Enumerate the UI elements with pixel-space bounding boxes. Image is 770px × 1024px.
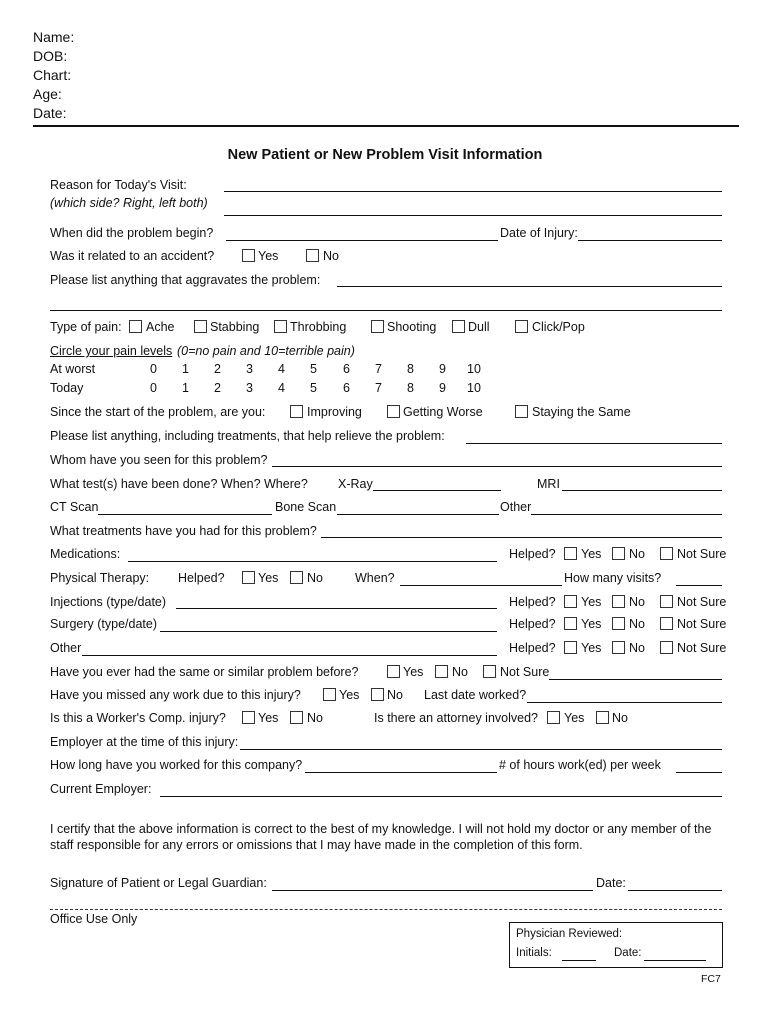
pain-dull-checkbox[interactable]	[452, 320, 465, 333]
pain-dull-label: Dull	[468, 320, 490, 334]
pain-ache-checkbox[interactable]	[129, 320, 142, 333]
other-helped-label: Helped?	[509, 641, 556, 655]
problem-begin-field[interactable]	[226, 240, 498, 241]
pain-ache-label: Ache	[146, 320, 175, 334]
aggravates-label: Please list anything that aggravates the problem:	[50, 273, 321, 287]
same-problem-no-label: No	[452, 665, 468, 679]
hours-label: # of hours work(ed) per week	[499, 758, 661, 772]
other-notsure-label: Not Sure	[677, 641, 727, 655]
attorney-no-checkbox[interactable]	[596, 711, 609, 724]
relieve-label: Please list anything, including treatments, that help relieve the problem:	[50, 429, 445, 443]
today-value-6[interactable]: 6	[343, 381, 350, 395]
surgery-field[interactable]	[160, 631, 497, 632]
date-injury-label: Date of Injury:	[500, 226, 578, 240]
today-value-9[interactable]: 9	[439, 381, 446, 395]
dob-label: DOB:	[33, 48, 68, 64]
pt-when-field[interactable]	[400, 585, 562, 586]
pt-visits-label: How many visits?	[564, 571, 662, 585]
tests-other-label: Other	[500, 500, 532, 514]
today-value-2[interactable]: 2	[214, 381, 221, 395]
pt-helped-label: Helped?	[178, 571, 225, 585]
surgery-yes-checkbox[interactable]	[564, 617, 577, 630]
accident-label: Was it related to an accident?	[50, 249, 215, 263]
workers-comp-yes-label: Yes	[258, 711, 279, 725]
at-worst-value-6[interactable]: 6	[343, 362, 350, 376]
medications-helped-label: Helped?	[509, 547, 556, 561]
surgery-no-checkbox[interactable]	[612, 617, 625, 630]
accident-yes-checkbox[interactable]	[242, 249, 255, 262]
bone-scan-label: Bone Scan	[275, 500, 337, 514]
pt-when-label: When?	[355, 571, 395, 585]
pain-shooting-label: Shooting	[387, 320, 437, 334]
other-yes-label: Yes	[581, 641, 602, 655]
initials-field[interactable]	[562, 960, 596, 961]
ct-scan-label: CT Scan	[50, 500, 99, 514]
mri-field[interactable]	[562, 490, 722, 491]
attorney-label: Is there an attorney involved?	[374, 711, 538, 725]
missed-work-yes-checkbox[interactable]	[323, 688, 336, 701]
other-yes-checkbox[interactable]	[564, 641, 577, 654]
at-worst-value-3[interactable]: 3	[246, 362, 253, 376]
date-injury-field[interactable]	[578, 240, 722, 241]
office-date-label: Date:	[614, 947, 642, 959]
signature-field[interactable]	[272, 890, 593, 891]
medications-notsure-label: Not Sure	[677, 547, 727, 561]
surgery-no-label: No	[629, 617, 645, 631]
missed-work-no-checkbox[interactable]	[371, 688, 384, 701]
pt-label: Physical Therapy:	[50, 571, 150, 585]
at-worst-value-0[interactable]: 0	[150, 362, 157, 376]
medications-no-checkbox[interactable]	[612, 547, 625, 560]
attorney-yes-label: Yes	[564, 711, 585, 725]
signature-date-label: Date:	[596, 876, 626, 890]
injections-yes-label: Yes	[581, 595, 602, 609]
today-value-0[interactable]: 0	[150, 381, 157, 395]
since-start-label: Since the start of the problem, are you:	[50, 405, 266, 419]
same-problem-field[interactable]	[549, 679, 722, 680]
getting-worse-checkbox[interactable]	[387, 405, 400, 418]
current-employer-label: Current Employer:	[50, 782, 152, 796]
how-long-field[interactable]	[305, 772, 497, 773]
at-worst-value-5[interactable]: 5	[310, 362, 317, 376]
attorney-no-label: No	[612, 711, 628, 725]
at-worst-value-1[interactable]: 1	[182, 362, 189, 376]
attorney-yes-checkbox[interactable]	[547, 711, 560, 724]
at-worst-value-7[interactable]: 7	[375, 362, 382, 376]
current-employer-field[interactable]	[160, 796, 722, 797]
pain-clickpop-label: Click/Pop	[532, 320, 585, 334]
treatments-field[interactable]	[321, 537, 722, 538]
reason-line-2[interactable]	[224, 215, 722, 216]
improving-checkbox[interactable]	[290, 405, 303, 418]
at-worst-value-4[interactable]: 4	[278, 362, 285, 376]
pt-yes-label: Yes	[258, 571, 279, 585]
reason-sub-label: (which side? Right, left both)	[50, 196, 208, 210]
same-problem-no-checkbox[interactable]	[435, 665, 448, 678]
problem-begin-label: When did the problem begin?	[50, 226, 214, 240]
physician-reviewed-label: Physician Reviewed:	[516, 928, 623, 940]
improving-label: Improving	[307, 405, 362, 419]
circle-pain-label: Circle your pain levels	[50, 344, 173, 358]
workers-comp-yes-checkbox[interactable]	[242, 711, 255, 724]
signature-date-field[interactable]	[628, 890, 722, 891]
reason-label: Reason for Today's Visit:	[50, 178, 187, 192]
medications-notsure-checkbox[interactable]	[660, 547, 673, 560]
today-value-5[interactable]: 5	[310, 381, 317, 395]
at-worst-label: At worst	[50, 362, 96, 376]
accident-no-label: No	[323, 249, 339, 263]
at-worst-value-2[interactable]: 2	[214, 362, 221, 376]
today-value-4[interactable]: 4	[278, 381, 285, 395]
pt-no-label: No	[307, 571, 323, 585]
other-no-checkbox[interactable]	[612, 641, 625, 654]
at-worst-value-8[interactable]: 8	[407, 362, 414, 376]
pt-visits-field[interactable]	[676, 585, 722, 586]
today-value-7[interactable]: 7	[375, 381, 382, 395]
same-problem-yes-checkbox[interactable]	[387, 665, 400, 678]
injections-yes-checkbox[interactable]	[564, 595, 577, 608]
signature-label: Signature of Patient or Legal Guardian:	[50, 876, 267, 890]
injections-notsure-label: Not Sure	[677, 595, 727, 609]
workers-comp-no-label: No	[307, 711, 323, 725]
workers-comp-no-checkbox[interactable]	[290, 711, 303, 724]
medications-label: Medications:	[50, 547, 121, 561]
medications-field[interactable]	[128, 561, 497, 562]
office-box	[509, 922, 723, 968]
pain-stabbing-label: Stabbing	[210, 320, 260, 334]
office-divider	[50, 909, 722, 910]
last-date-worked-field[interactable]	[527, 702, 722, 703]
at-worst-value-10[interactable]: 10	[467, 362, 481, 376]
medications-yes-checkbox[interactable]	[564, 547, 577, 560]
circle-pain-note: (0=no pain and 10=terrible pain)	[177, 344, 355, 358]
pain-stabbing-checkbox[interactable]	[194, 320, 207, 333]
form-title: New Patient or New Problem Visit Information	[227, 147, 543, 163]
injections-no-checkbox[interactable]	[612, 595, 625, 608]
other-treatment-label: Other	[50, 641, 82, 655]
treatments-label: What treatments have you had for this problem?	[50, 524, 317, 538]
surgery-yes-label: Yes	[581, 617, 602, 631]
medications-yes-label: Yes	[581, 547, 602, 561]
staying-same-checkbox[interactable]	[515, 405, 528, 418]
aggravates-line-2[interactable]	[50, 310, 722, 311]
today-value-3[interactable]: 3	[246, 381, 253, 395]
staying-same-label: Staying the Same	[532, 405, 631, 419]
pain-clickpop-checkbox[interactable]	[515, 320, 528, 333]
surgery-helped-label: Helped?	[509, 617, 556, 631]
other-notsure-checkbox[interactable]	[660, 641, 673, 654]
office-use-label: Office Use Only	[50, 912, 138, 926]
last-date-worked-label: Last date worked?	[424, 688, 527, 702]
whom-field[interactable]	[272, 466, 722, 467]
bone-scan-field[interactable]	[337, 514, 499, 515]
missed-work-yes-label: Yes	[339, 688, 360, 702]
injections-no-label: No	[629, 595, 645, 609]
xray-field[interactable]	[373, 490, 501, 491]
certify-line-1: I certify that the above information is correct to the best of my knowledge. I will not hold my doctor or any member of the	[50, 822, 712, 836]
missed-work-no-label: No	[387, 688, 403, 702]
xray-label: X-Ray	[338, 477, 373, 491]
at-worst-value-9[interactable]: 9	[439, 362, 446, 376]
reason-line-1[interactable]	[224, 191, 722, 192]
same-problem-notsure-checkbox[interactable]	[483, 665, 496, 678]
same-problem-notsure-label: Not Sure	[500, 665, 550, 679]
employer-injury-field[interactable]	[240, 749, 722, 750]
aggravates-line-1[interactable]	[337, 286, 722, 287]
getting-worse-label: Getting Worse	[403, 405, 483, 419]
pt-yes-checkbox[interactable]	[242, 571, 255, 584]
accident-yes-label: Yes	[258, 249, 279, 263]
initials-label: Initials:	[516, 947, 552, 959]
age-label: Age:	[33, 86, 62, 102]
today-value-1[interactable]: 1	[182, 381, 189, 395]
today-value-8[interactable]: 8	[407, 381, 414, 395]
pain-throbbing-checkbox[interactable]	[274, 320, 287, 333]
accident-no-checkbox[interactable]	[306, 249, 319, 262]
injections-notsure-checkbox[interactable]	[660, 595, 673, 608]
medications-no-label: No	[629, 547, 645, 561]
injections-label: Injections (type/date)	[50, 595, 167, 609]
tests-label: What test(s) have been done? When? Where?	[50, 477, 308, 491]
injections-helped-label: Helped?	[509, 595, 556, 609]
today-value-10[interactable]: 10	[467, 381, 481, 395]
workers-comp-label: Is this a Worker's Comp. injury?	[50, 711, 226, 725]
same-problem-label: Have you ever had the same or similar problem before?	[50, 665, 359, 679]
employer-injury-label: Employer at the time of this injury:	[50, 735, 239, 749]
missed-work-label: Have you missed any work due to this injury?	[50, 688, 301, 702]
header-divider	[33, 125, 739, 127]
other-treatment-field[interactable]	[82, 655, 497, 656]
name-label: Name:	[33, 29, 75, 45]
pain-throbbing-label: Throbbing	[290, 320, 347, 334]
pain-type-label: Type of pain:	[50, 320, 122, 334]
pt-no-checkbox[interactable]	[290, 571, 303, 584]
today-label: Today	[50, 381, 84, 395]
surgery-label: Surgery (type/date)	[50, 617, 157, 631]
mri-label: MRI	[537, 477, 560, 491]
how-long-label: How long have you worked for this company?	[50, 758, 303, 772]
surgery-notsure-checkbox[interactable]	[660, 617, 673, 630]
tests-other-field[interactable]	[531, 514, 722, 515]
whom-label: Whom have you seen for this problem?	[50, 453, 268, 467]
office-date-field[interactable]	[644, 960, 706, 961]
surgery-notsure-label: Not Sure	[677, 617, 727, 631]
relieve-field[interactable]	[466, 443, 722, 444]
other-no-label: No	[629, 641, 645, 655]
date-label: Date:	[33, 105, 67, 121]
certify-line-2: staff responsible for any errors or omissions that I may have made in the completion of this form.	[50, 838, 583, 852]
chart-label: Chart:	[33, 67, 72, 83]
hours-field[interactable]	[676, 772, 722, 773]
form-code: FC7	[701, 973, 721, 985]
same-problem-yes-label: Yes	[403, 665, 424, 679]
injections-field[interactable]	[176, 608, 497, 609]
pain-shooting-checkbox[interactable]	[371, 320, 384, 333]
ct-scan-field[interactable]	[98, 514, 272, 515]
